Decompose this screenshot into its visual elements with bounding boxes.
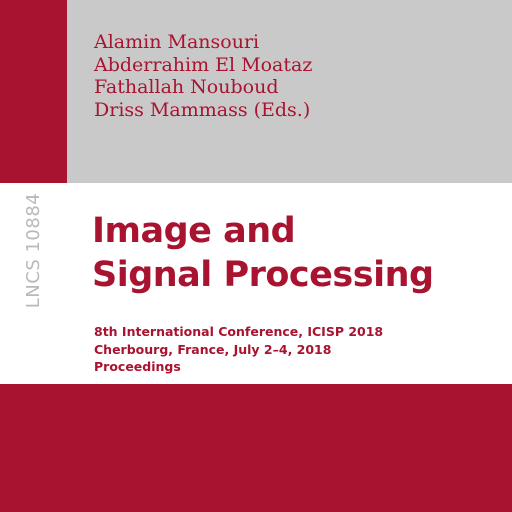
series-label (0, 190, 67, 310)
conference-location-date: Cherbourg, France, July 2–4, 2018 (94, 341, 332, 357)
editor-name: Driss Mammass (Eds.) (94, 98, 311, 121)
editor-name: Abderrahim El Moataz (94, 53, 313, 76)
editor-name: Fathallah Nouboud (94, 76, 279, 98)
conference-info (94, 323, 383, 376)
left-top-red-block (0, 0, 67, 183)
title-line: Signal Processing (92, 255, 434, 295)
book-title (92, 209, 434, 297)
editors-list (94, 31, 312, 121)
conference-name: 8th International Conference, ICISP 2018 (94, 324, 384, 339)
title-line: Image and (92, 211, 296, 251)
bottom-red-panel (67, 384, 512, 512)
series-code: LNCS 10884 (23, 192, 45, 308)
left-bottom-red-block (0, 384, 67, 512)
editor-name: Alamin Mansouri (94, 31, 260, 53)
proceedings-label: Proceedings (94, 359, 181, 374)
